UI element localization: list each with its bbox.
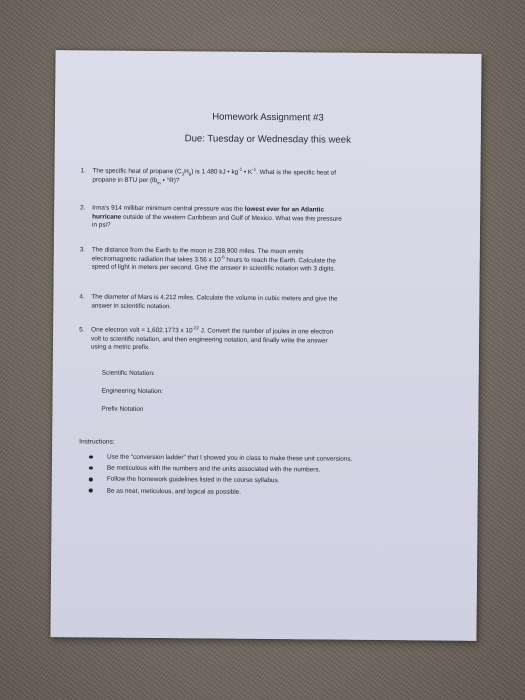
question-number: 1. bbox=[80, 167, 86, 175]
prefix-notation-label: Prefix Notation bbox=[101, 405, 144, 413]
list-item: Use the "conversion ladder" that I showed you in class to make these unit conversions. bbox=[81, 451, 441, 465]
question-1 bbox=[80, 166, 448, 188]
question-text: One electron volt = 1,602.1773 x $10^{-22}$ J. Convert the number of joules in one electron volt to scientific notation, and then engineering notation, and finally write the answer using a metric prefix. bbox=[90, 325, 334, 352]
question-5 bbox=[79, 325, 447, 355]
question-text: The diameter of Mars is 4,212 miles. Calculate the volume in cubic meters and give the answer in scientific notation. bbox=[91, 293, 338, 310]
instructions-list bbox=[81, 451, 441, 499]
question-4 bbox=[79, 293, 447, 314]
assignment-title: Homework Assignment #3 bbox=[212, 111, 324, 124]
bullet-icon bbox=[89, 489, 93, 493]
instructions-heading: Instructions: bbox=[79, 438, 115, 446]
bullet-icon bbox=[89, 477, 93, 481]
question-text: The distance from the Earth to the moon is 238,900 miles. The moon emits electromagnetic radiation that takes 3.56 x $10^{-6}$ hours to reach the Earth. Calculate the speed of light in meters per second. Give the answer in scientific notation with 3 digits. bbox=[91, 246, 336, 274]
question-number: 2. bbox=[80, 204, 86, 212]
question-text: The specific heat of propane $(C_3H_8)$ is 1.480 kJ • $kg^{-1}$ • $K^{-1}$. What is the specific heat of propane in BTU per ($lb_m$ • °R)? bbox=[92, 166, 337, 186]
engineering-notation-label: Engineering Notation: bbox=[101, 387, 164, 396]
question-text: Irma's 914 millibar minimum central pressure was the lowest ever for an Atlantic hurricane outside of the western Caribbean and Gulf of Mexico. What was this pressure in psi? bbox=[92, 204, 342, 230]
question-number: 5. bbox=[79, 326, 85, 334]
question-3 bbox=[79, 246, 448, 275]
due-date: Due: Tuesday or Wednesday this week bbox=[184, 133, 351, 146]
question-number: 4. bbox=[79, 293, 85, 301]
scientific-notation-label: Scientific Notation: bbox=[101, 369, 155, 378]
bullet-icon bbox=[89, 455, 93, 459]
list-item: Be as neat, meticulous, and logical as possible. bbox=[81, 485, 441, 499]
question-number: 3. bbox=[79, 246, 86, 254]
list-item: Be meticulous with the numbers and the units associated with the numbers. bbox=[81, 463, 441, 477]
homework-sheet bbox=[50, 50, 481, 641]
bullet-icon bbox=[89, 466, 93, 470]
list-item: Follow the homework guidelines listed in the course syllabus. bbox=[81, 474, 441, 488]
question-2 bbox=[80, 204, 448, 233]
